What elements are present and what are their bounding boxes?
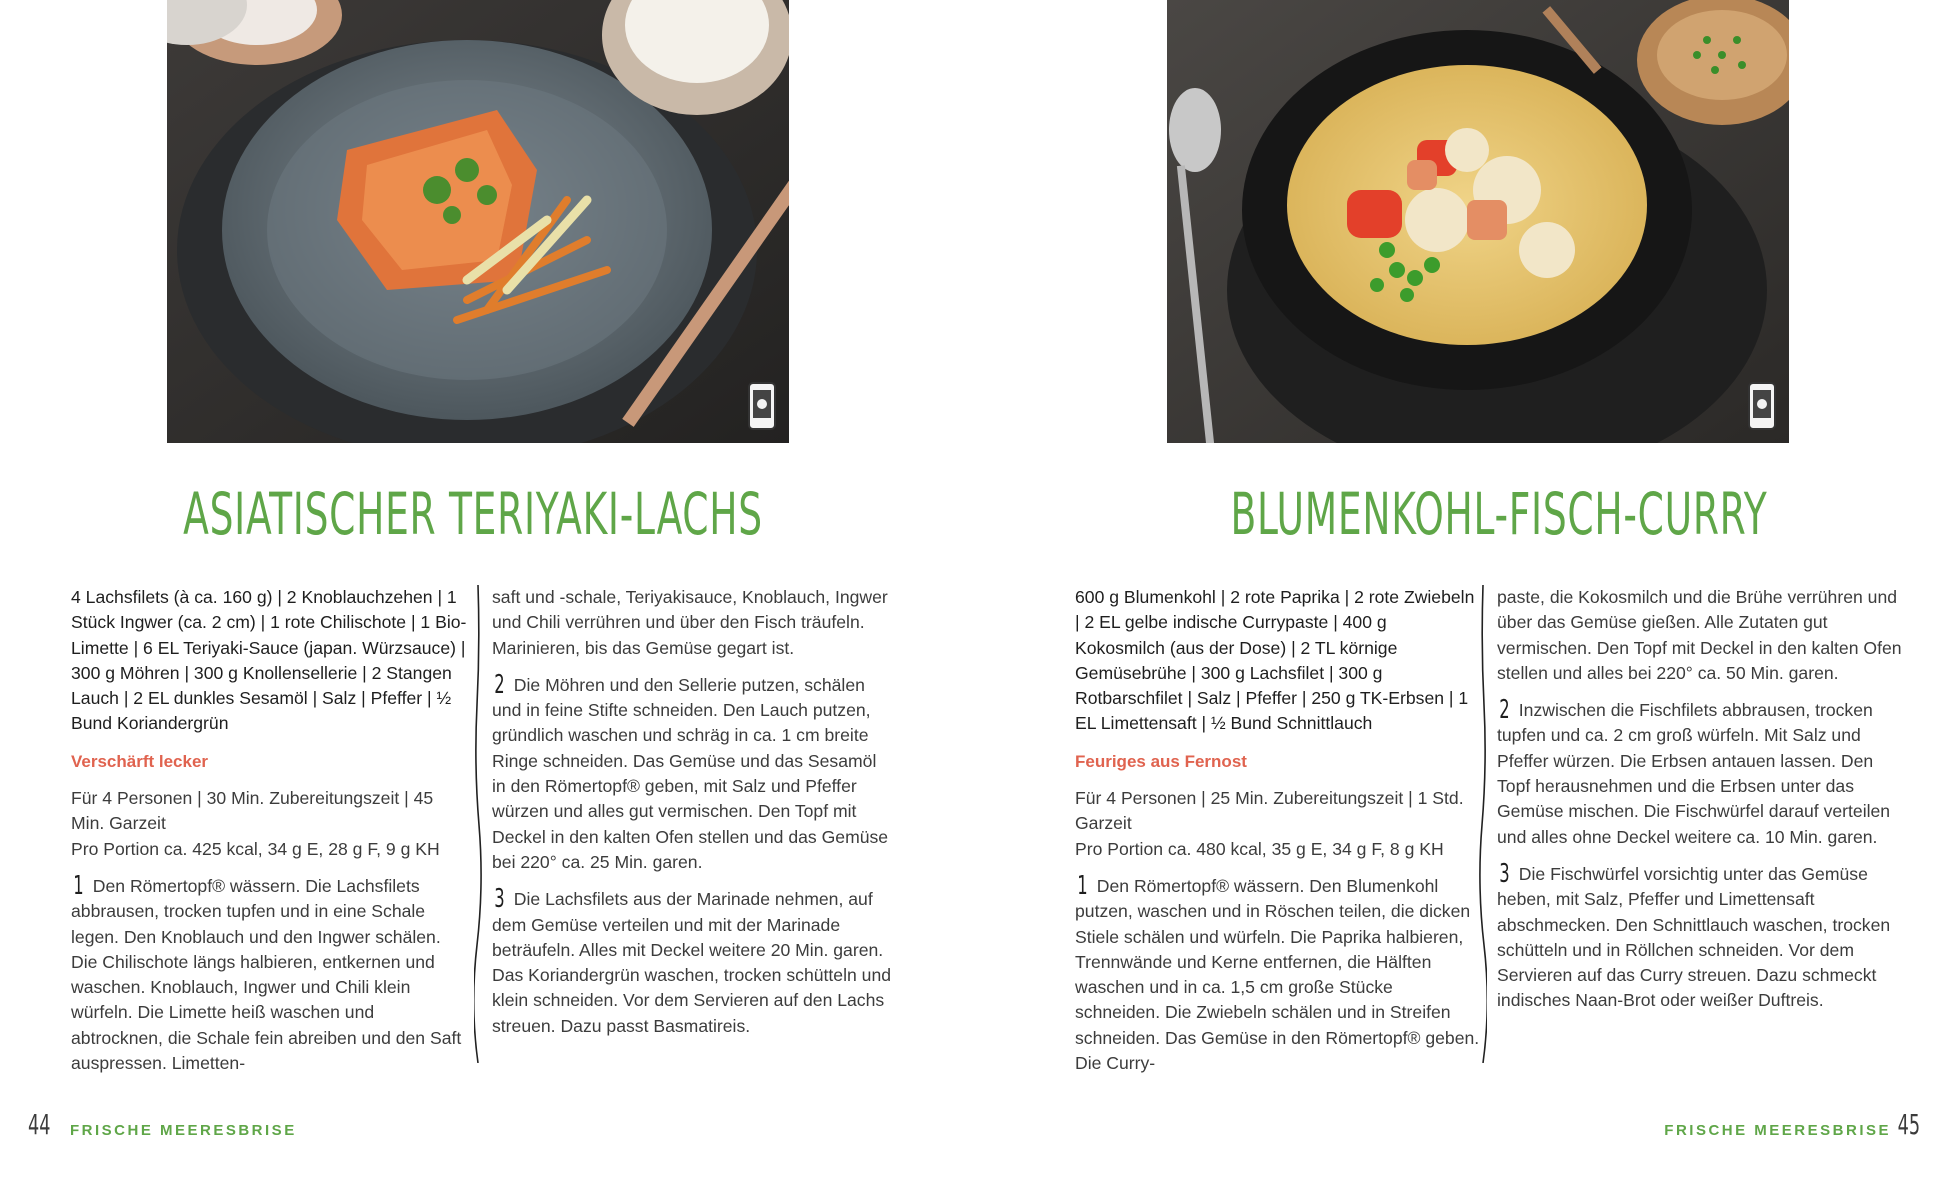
recipe-meta [1075, 786, 1480, 862]
recipe-title: ASIATISCHER TERIYAKI-LACHS [183, 480, 763, 548]
step-text: Inzwischen die Fischfilets abbrausen, trocken tupfen und ca. 2 cm groß würfeln. Mit Salz und Pfeffer würzen. Die Erbsen antauen lassen. Den Topf herausnehmen und die Erbsen unter das Gemüse mischen. Die Fischwürfel darauf verteilen und alles ohne Deckel weitere ca. 10 Min. garen. [1497, 700, 1891, 847]
step-number: 3 [494, 884, 505, 915]
column-divider [474, 585, 482, 1063]
step-continuation: paste, die Kokosmilch und die Brühe verrühren und über das Gemüse gießen. Alle Zutaten gut vermischen. Den Topf mit Deckel in den kalten Ofen stellen und alles bei 220° ca. 50 Min. garen. [1497, 587, 1902, 683]
phone-camera-icon [749, 383, 775, 429]
servings-time: Für 4 Personen | 30 Min. Zubereitungszeit | 45 Min. Garzeit [71, 788, 434, 834]
recipe-subtitle: Feuriges aus Fernost [1075, 751, 1247, 771]
section-title: FRISCHE MEERESBRISE [70, 1122, 297, 1139]
curry-illustration [1167, 0, 1789, 443]
step-text: Die Lachsfilets aus der Marinade nehmen, auf dem Gemüse verteilen und mit der Marinade beträufeln. Alles mit Deckel weitere 20 Min. garen. Das Koriandergrün waschen, trocken schütteln und klein schneiden. Vor dem Servieren auf den Lachs streuen. Dazu passt Basmatireis. [492, 889, 892, 1036]
page-number: 45 [1897, 1108, 1920, 1141]
teriyaki-salmon-photo [167, 0, 789, 443]
step-1 [1075, 870, 1480, 1076]
step-text: Den Römertopf® wässern. Den Blumenkohl putzen, waschen und in Röschen teilen, die dicken Stiele schälen und würfeln. Die Paprika halbieren, Trennwände und Kerne entfernen, die Hälften waschen und in ca. 1,5 cm große Stücke schneiden. Die Zwiebeln schälen und in Streifen schneiden. Das Gemüse in den Römertopf® geben. Die Curry- [1075, 875, 1480, 1074]
step-text: Die Möhren und den Sellerie putzen, schälen und in feine Stifte schneiden. Den Lauch putzen, gründlich waschen und schräg in ca. 1 cm breite Ringe schneiden. Das Gemüse und das Sesamöl in den Römertopf® geben, mit Salz und Pfeffer würzen und alles gut vermischen. Den Topf mit Deckel in den kalten Ofen stellen und das Gemüse bei 220° ca. 25 Min. garen. [492, 674, 889, 872]
step-1 [71, 870, 469, 1076]
teriyaki-salmon-illustration [167, 0, 789, 443]
recipe-column-1 [71, 585, 469, 1088]
recipe-subtitle: Verschärft lecker [71, 751, 209, 771]
recipe-meta [71, 786, 469, 862]
step-3 [492, 884, 892, 1039]
recipe-title: BLUMENKOHL-FISCH-CURRY [1230, 480, 1768, 548]
recipe-column-2 [1497, 585, 1902, 1026]
recipe-column-1 [1075, 585, 1480, 1088]
column-divider [1479, 585, 1487, 1063]
servings-time: Für 4 Personen | 25 Min. Zubereitungszeit | 1 Std. Garzeit [1075, 788, 1464, 834]
step-text: Den Römertopf® wässern. Die Lachsfilets abbrausen, trocken tupfen und in eine Schale legen. Den Knoblauch und den Ingwer schälen. Die Chilischote längs halbieren, entkernen und waschen. Knoblauch, Ingwer und Chili klein würfeln. Die Limette heiß waschen und abtrocknen, die Schale fein abreiben und den Saft auspressen. Limetten- [71, 875, 462, 1074]
step-continuation: saft und -schale, Teriyakisauce, Knoblauch, Ingwer und Chili verrühren und über den Fisch träufeln. Marinieren, bis das Gemüse gegart ist. [492, 587, 888, 658]
step-number: 2 [1499, 695, 1510, 726]
ingredients-list: 600 g Blumenkohl | 2 rote Paprika | 2 rote Zwiebeln | 2 EL gelbe indische Currypaste | 400 g Kokosmilch (aus der Dose) | 2 TL körnige Gemüsebrühe | 300 g Lachsfilet | 300 g Rotbarschfilet | Salz | Pfeffer | 250 g TK-Erbsen | 1 EL Limettensaft | ½ Bund Schnittlauch [1075, 587, 1475, 734]
step-number: 2 [494, 669, 505, 700]
ingredients-list: 4 Lachsfilets (à ca. 160 g) | 2 Knoblauchzehen | 1 Stück Ingwer (ca. 2 cm) | 1 rote Chilischote | 1 Bio-Limette | 6 EL Teriyaki-Sauce (japan. Würzsauce) | 300 g Möhren | 300 g Knollensellerie | 2 Stangen Lauch | 2 EL dunkles Sesamöl | Salz | Pfeffer | ½ Bund Koriandergrün [71, 587, 467, 734]
nutrition-info: Pro Portion ca. 480 kcal, 35 g E, 34 g F, 8 g KH [1075, 838, 1444, 859]
step-3 [1497, 858, 1902, 1014]
step-text: Die Fischwürfel vorsichtig unter das Gemüse heben, mit Salz, Pfeffer und Limettensaft abschmecken. Den Schnittlauch waschen, trocken schütteln und in Röllchen schneiden. Vor dem Servieren auf das Curry streuen. Dazu schmeckt indisches Naan-Brot oder weißer Duftreis. [1497, 863, 1891, 1011]
page-number: 44 [28, 1108, 51, 1141]
nutrition-info: Pro Portion ca. 425 kcal, 34 g E, 28 g F, 9 g KH [71, 838, 440, 859]
section-title: FRISCHE MEERESBRISE [1664, 1122, 1891, 1139]
step-number: 3 [1499, 858, 1510, 889]
recipe-column-2 [492, 585, 892, 1051]
right-page [974, 0, 1948, 1181]
step-number: 1 [1077, 870, 1088, 901]
phone-camera-icon [1749, 383, 1775, 429]
cauliflower-fish-curry-photo [1167, 0, 1789, 443]
step-2 [1497, 695, 1902, 850]
step-2 [492, 669, 892, 875]
step-number: 1 [73, 870, 84, 901]
